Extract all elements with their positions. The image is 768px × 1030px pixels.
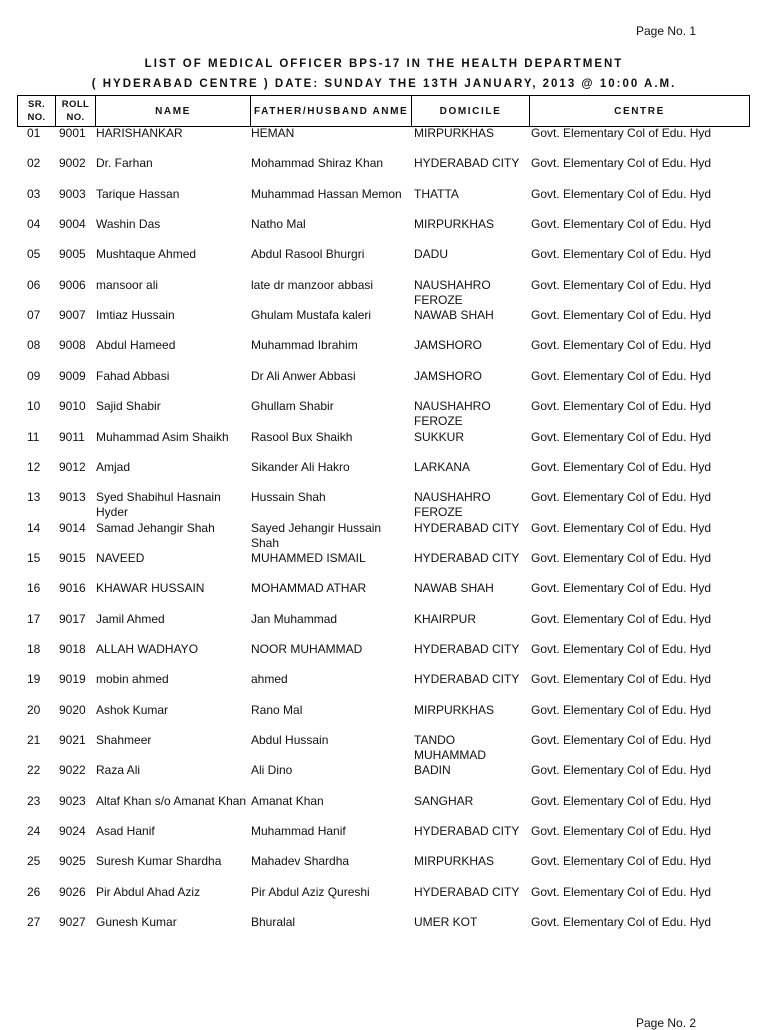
roll-no-cell: 9027 — [59, 915, 86, 930]
header-sr-top: SR. — [27, 99, 46, 110]
sr-cell: 15 — [27, 550, 41, 565]
father-name-cell: Mahadev Shardha — [251, 854, 350, 869]
father-name-cell: Ghullam Shabir — [251, 399, 334, 414]
roll-no-cell: 9018 — [59, 641, 86, 656]
domicile-cell: NAWAB SHAH — [414, 581, 494, 596]
domicile-cell: TANDO MUHAMMAD — [414, 733, 486, 762]
domicile-cell: LARKANA — [414, 459, 471, 474]
table-row — [0, 581, 768, 612]
table-row — [0, 430, 768, 461]
centre-cell: Govt. Elementary Col of Edu. Hyd — [531, 550, 712, 565]
sr-cell: 21 — [27, 733, 41, 747]
header-sr-bottom: NO. — [27, 112, 46, 123]
name-cell: Asad Hanif — [96, 824, 155, 839]
domicile-cell: HYDERABAD CITY — [414, 672, 520, 687]
table-row — [0, 703, 768, 734]
centre-cell: Govt. Elementary Col of Edu. Hyd — [531, 884, 712, 899]
sr-cell: 17 — [27, 611, 41, 626]
centre-cell: Govt. Elementary Col of Edu. Hyd — [531, 156, 712, 171]
father-name-cell: Muhammad Ibrahim — [251, 338, 358, 353]
domicile-cell: HYDERABAD CITY — [414, 824, 520, 839]
domicile-cell: MIRPURKHAS — [414, 702, 495, 717]
father-name-cell: Amanat Khan — [251, 793, 324, 808]
centre-cell: Govt. Elementary Col of Edu. Hyd — [531, 459, 712, 474]
father-name-cell: Muhammad Hassan Memon — [251, 186, 402, 201]
sr-cell: 05 — [27, 247, 41, 262]
sr-cell: 27 — [27, 915, 41, 930]
roll-no-cell: 9009 — [59, 368, 86, 383]
table-row — [0, 824, 768, 855]
father-name-cell: Hussain Shah — [251, 490, 326, 505]
domicile-cell: HYDERABAD CITY — [414, 156, 520, 171]
centre-cell: Govt. Elementary Col of Edu. Hyd — [531, 641, 712, 656]
domicile-cell: THATTA — [414, 186, 459, 201]
table-row — [0, 308, 768, 339]
centre-cell: Govt. Elementary Col of Edu. Hyd — [531, 186, 712, 201]
father-name-cell: Rano Mal — [251, 702, 303, 717]
roll-no-cell: 9026 — [59, 884, 86, 899]
father-name-cell: Natho Mal — [251, 217, 306, 232]
father-name-cell: Bhuralal — [251, 915, 296, 930]
header-roll-bottom: NO. — [66, 112, 85, 123]
centre-cell: Govt. Elementary Col of Edu. Hyd — [531, 429, 712, 444]
sr-cell: 11 — [27, 429, 40, 444]
domicile-cell: JAMSHORO — [414, 368, 483, 383]
name-cell: Gunesh Kumar — [96, 915, 177, 930]
header-centre: CENTRE — [614, 105, 665, 117]
sr-cell: 10 — [27, 399, 41, 414]
roll-no-cell: 9008 — [59, 338, 86, 353]
name-cell: mobin ahmed — [96, 672, 169, 687]
father-name-cell: Rasool Bux Shaikh — [251, 429, 353, 444]
roll-no-cell: 9001 — [59, 126, 86, 140]
sr-cell: 09 — [27, 368, 41, 383]
table-row — [0, 612, 768, 643]
page-number-bottom: Page No. 2 — [636, 1016, 697, 1030]
name-cell: KHAWAR HUSSAIN — [96, 581, 205, 596]
roll-no-cell: 9025 — [59, 854, 86, 869]
table-row — [0, 521, 768, 552]
header-father: FATHER/HUSBAND ANME — [251, 96, 412, 126]
domicile-cell: BADIN — [414, 763, 451, 778]
sr-cell: 12 — [27, 459, 41, 474]
domicile-cell: JAMSHORO — [414, 338, 483, 353]
name-cell: Syed Shabihul Hasnain Hyder — [96, 490, 221, 520]
domicile-cell: NAWAB SHAH — [414, 308, 494, 323]
table-header — [17, 95, 750, 127]
roll-no-cell: 9013 — [59, 490, 86, 505]
roll-no-cell: 9022 — [59, 763, 86, 778]
table-row — [0, 278, 768, 309]
father-name-cell: Mohammad Shiraz Khan — [251, 156, 384, 171]
table-row — [0, 854, 768, 885]
sr-cell: 01 — [27, 126, 41, 140]
table-row — [0, 156, 768, 187]
centre-cell: Govt. Elementary Col of Edu. Hyd — [531, 247, 712, 262]
table-row — [0, 338, 768, 369]
domicile-cell: NAUSHAHRO FEROZE — [414, 490, 491, 520]
domicile-cell: HYDERABAD CITY — [414, 520, 520, 535]
roll-no-cell: 9006 — [59, 277, 86, 292]
centre-cell: Govt. Elementary Col of Edu. Hyd — [531, 308, 712, 323]
sr-cell: 02 — [27, 156, 41, 171]
father-name-cell: Sikander Ali Hakro — [251, 459, 350, 474]
father-name-cell: Abdul Hussain — [251, 733, 329, 747]
centre-cell: Govt. Elementary Col of Edu. Hyd — [531, 702, 712, 717]
name-cell: Ashok Kumar — [96, 702, 169, 717]
name-cell: Muhammad Asim Shaikh — [96, 429, 229, 444]
name-cell: Pir Abdul Ahad Aziz — [96, 884, 201, 899]
father-name-cell: Ghulam Mustafa kaleri — [251, 308, 372, 323]
father-name-cell: NOOR MUHAMMAD — [251, 641, 363, 656]
name-cell: Imtiaz Hussain — [96, 308, 175, 323]
father-name-cell: Pir Abdul Aziz Qureshi — [251, 884, 370, 899]
centre-cell: Govt. Elementary Col of Edu. Hyd — [531, 338, 712, 353]
roll-no-cell: 9019 — [59, 672, 86, 687]
sr-cell: 16 — [27, 581, 41, 596]
sr-cell: 20 — [27, 702, 41, 717]
name-cell: ALLAH WADHAYO — [96, 641, 199, 656]
header-roll-top: ROLL — [61, 99, 90, 110]
domicile-cell: DADU — [414, 247, 449, 262]
sr-cell: 23 — [27, 793, 41, 808]
domicile-cell: SUKKUR — [414, 429, 465, 444]
centre-cell: Govt. Elementary Col of Edu. Hyd — [531, 368, 712, 383]
father-name-cell: late dr manzoor abbasi — [251, 277, 374, 292]
father-name-cell: Abdul Rasool Bhurgri — [251, 247, 365, 262]
table-row — [0, 672, 768, 703]
name-cell: Raza Ali — [96, 763, 141, 778]
table-row — [0, 915, 768, 946]
table-row — [0, 763, 768, 794]
domicile-cell: KHAIRPUR — [414, 611, 477, 626]
roll-no-cell: 9012 — [59, 459, 86, 474]
domicile-cell: HYDERABAD CITY — [414, 550, 520, 565]
name-cell: Altaf Khan s/o Amanat Khan — [96, 793, 247, 808]
domicile-cell: MIRPURKHAS — [414, 217, 495, 232]
name-cell: Tarique Hassan — [96, 186, 180, 201]
centre-cell: Govt. Elementary Col of Edu. Hyd — [531, 611, 712, 626]
centre-cell: Govt. Elementary Col of Edu. Hyd — [531, 793, 712, 808]
father-name-cell: Dr Ali Anwer Abbasi — [251, 368, 356, 383]
name-cell: Shahmeer — [96, 733, 152, 747]
table-row — [0, 642, 768, 673]
father-name-cell: Jan Muhammad — [251, 611, 338, 626]
roll-no-cell: 9015 — [59, 550, 86, 565]
roll-no-cell: 9004 — [59, 217, 86, 232]
name-cell: Fahad Abbasi — [96, 368, 170, 383]
sr-cell: 19 — [27, 672, 41, 687]
roll-no-cell: 9014 — [59, 520, 86, 535]
domicile-cell: NAUSHAHRO FEROZE — [414, 399, 491, 429]
table-row — [0, 490, 768, 521]
father-name-cell: MUHAMMED ISMAIL — [251, 550, 366, 565]
table-row — [0, 794, 768, 825]
name-cell: Abdul Hameed — [96, 338, 176, 353]
name-cell: Samad Jehangir Shah — [96, 520, 215, 535]
father-name-cell: HEMAN — [251, 126, 295, 140]
centre-cell: Govt. Elementary Col of Edu. Hyd — [531, 490, 712, 505]
centre-cell: Govt. Elementary Col of Edu. Hyd — [531, 915, 712, 930]
header-sr-no — [18, 96, 56, 126]
father-name-cell: Muhammad Hanif — [251, 824, 346, 839]
domicile-cell: MIRPURKHAS — [414, 854, 495, 869]
table-row — [0, 369, 768, 400]
domicile-cell: HYDERABAD CITY — [414, 641, 520, 656]
name-cell: HARISHANKAR — [96, 126, 183, 140]
sr-cell: 18 — [27, 641, 41, 656]
roll-no-cell: 9016 — [59, 581, 86, 596]
roll-no-cell: 9023 — [59, 793, 86, 808]
domicile-cell: HYDERABAD CITY — [414, 884, 520, 899]
name-cell: Suresh Kumar Shardha — [96, 854, 222, 869]
name-cell: Amjad — [96, 459, 131, 474]
centre-cell: Govt. Elementary Col of Edu. Hyd — [531, 126, 712, 140]
roll-no-cell: 9007 — [59, 308, 86, 323]
centre-cell: Govt. Elementary Col of Edu. Hyd — [531, 581, 712, 596]
sr-cell: 14 — [27, 520, 41, 535]
father-name-cell: Sayed Jehangir Hussain Shah — [251, 520, 382, 550]
domicile-cell: SANGHAR — [414, 793, 474, 808]
centre-cell: Govt. Elementary Col of Edu. Hyd — [531, 217, 712, 232]
centre-cell: Govt. Elementary Col of Edu. Hyd — [531, 733, 712, 747]
table-row — [0, 399, 768, 430]
roll-no-cell: 9011 — [59, 429, 85, 444]
document-subtitle: ( HYDERABAD CENTRE ) DATE: SUNDAY THE 13TH JANUARY, 2013 @ 10:00 A.M. — [91, 78, 677, 90]
table-row — [0, 460, 768, 491]
centre-cell: Govt. Elementary Col of Edu. Hyd — [531, 520, 712, 535]
header-roll-no — [56, 96, 96, 126]
name-cell: Mushtaque Ahmed — [96, 247, 197, 262]
centre-cell: Govt. Elementary Col of Edu. Hyd — [531, 824, 712, 839]
father-name-cell: ahmed — [251, 672, 288, 687]
sr-cell: 25 — [27, 854, 41, 869]
domicile-cell: NAUSHAHRO FEROZE — [414, 277, 491, 307]
table-row — [0, 551, 768, 582]
domicile-cell: MIRPURKHAS — [414, 126, 495, 140]
name-cell: NAVEED — [96, 550, 145, 565]
table-row — [0, 126, 768, 157]
sr-cell: 13 — [27, 490, 41, 505]
centre-cell: Govt. Elementary Col of Edu. Hyd — [531, 763, 712, 778]
name-cell: Sajid Shabir — [96, 399, 161, 414]
name-cell: Jamil Ahmed — [96, 611, 165, 626]
centre-cell: Govt. Elementary Col of Edu. Hyd — [531, 277, 712, 292]
table-row — [0, 247, 768, 278]
centre-cell: Govt. Elementary Col of Edu. Hyd — [531, 399, 712, 414]
table-row — [0, 217, 768, 248]
sr-cell: 07 — [27, 308, 41, 323]
sr-cell: 24 — [27, 824, 41, 839]
roll-no-cell: 9003 — [59, 186, 86, 201]
header-name: NAME — [96, 96, 251, 126]
roll-no-cell: 9020 — [59, 702, 86, 717]
header-domicile: DOMICILE — [412, 96, 530, 126]
father-name-cell: MOHAMMAD ATHAR — [251, 581, 367, 596]
centre-cell: Govt. Elementary Col of Edu. Hyd — [531, 672, 712, 687]
roll-no-cell: 9002 — [59, 156, 86, 171]
sr-cell: 03 — [27, 186, 41, 201]
name-cell: Dr. Farhan — [96, 156, 153, 171]
document-title: LIST OF MEDICAL OFFICER BPS-17 IN THE HEALTH DEPARTMENT — [144, 58, 624, 70]
sr-cell: 22 — [27, 763, 41, 778]
name-cell: Washin Das — [96, 217, 161, 232]
table-row — [0, 187, 768, 218]
sr-cell: 04 — [27, 217, 41, 232]
page-number-top: Page No. 1 — [636, 24, 697, 38]
name-cell: mansoor ali — [96, 277, 159, 292]
table-row — [0, 885, 768, 916]
centre-cell: Govt. Elementary Col of Edu. Hyd — [531, 854, 712, 869]
table-row — [0, 733, 768, 764]
father-name-cell: Ali Dino — [251, 763, 293, 778]
roll-no-cell: 9024 — [59, 824, 86, 839]
roll-no-cell: 9010 — [59, 399, 86, 414]
roll-no-cell: 9017 — [59, 611, 86, 626]
sr-cell: 26 — [27, 884, 41, 899]
domicile-cell: UMER KOT — [414, 915, 478, 930]
sr-cell: 08 — [27, 338, 41, 353]
roll-no-cell: 9021 — [59, 733, 86, 747]
roll-no-cell: 9005 — [59, 247, 86, 262]
sr-cell: 06 — [27, 277, 41, 292]
